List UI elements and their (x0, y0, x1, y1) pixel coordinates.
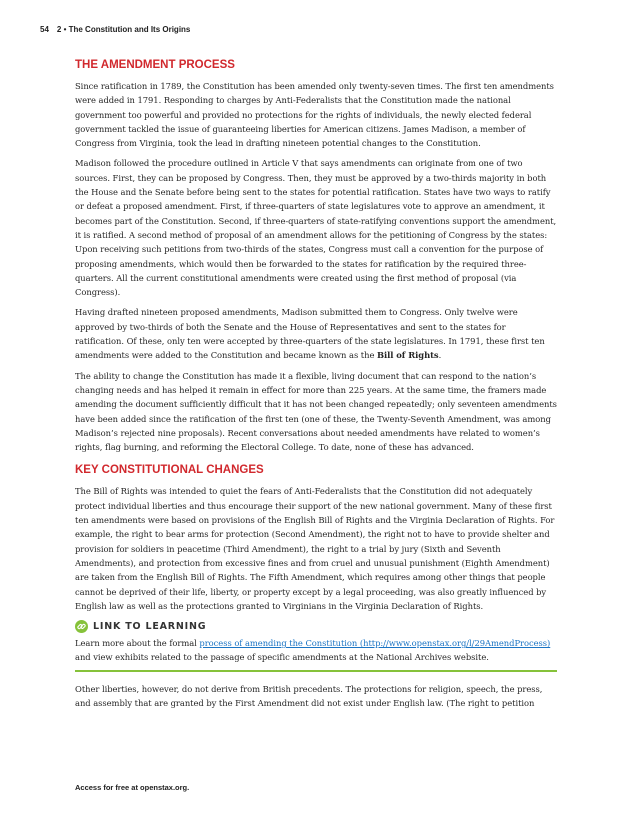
link-to-learning-title: LINK TO LEARNING (93, 620, 207, 632)
paragraph: The Bill of Rights was intended to quiet the fears of Anti-Federalists that the Constitution did not adequately protect individual liberties and thus encourage their support of the new national government. Many of these first ten amendments were based on provisions of the English Bill of Rights and the Virginia Declaration of Rights. For example, the right to bear arms for protection (Second Amendment), the right not to have to provide shelter and provision for soldiers in peacetime (Third Amendment), the right to a trial by jury (Sixth and Seventh Amendments), and protection from excessive fines and from cruel and unusual punishment (Eighth Amendment) are taken from the English Bill of Rights. The Fifth Amendment, which requires among other things that people cannot be deprived of their life, liberty, or property except by a legal proceeding, was also greatly influenced by English law as well as the protections granted to Virginians in the Virginia Declaration of Rights. (75, 486, 555, 611)
main-content (75, 58, 557, 716)
link-to-learning-divider (75, 670, 557, 672)
amend-process-link[interactable]: process of amending the Constitution (http://www.openstax.org/l/29AmendProcess) (199, 638, 551, 649)
running-head (40, 25, 190, 34)
text-run: Learn more about the formal (75, 638, 200, 649)
text-run: . (438, 350, 442, 361)
link-to-learning-text (75, 636, 557, 665)
paragraph: Since ratification in 1789, the Constitution has been amended only twenty-seven times. The first ten amendments were added in 1791. Responding to charges by Anti-Federalists that the Constitution made the national government too powerful and provided no protections for the rights of individuals, the newly elected federal government tackled the issue of guaranteeing liberties for American citizens. James Madison, a member of Congress from Virginia, took the lead in drafting nineteen potential changes to the Constitution. (75, 81, 554, 149)
section-heading-key-changes: KEY CONSTITUTIONAL CHANGES (75, 464, 264, 477)
section-heading-amendment-process: THE AMENDMENT PROCESS (75, 59, 235, 71)
paragraph (75, 305, 557, 362)
page-footer: Access for free at openstax.org. (75, 783, 190, 792)
paragraph: Other liberties, however, do not derive from British precedents. The protections for religion, speech, the press, and assembly that are granted by the First Amendment did not exist under English law. (The right to petition (75, 683, 543, 708)
paragraph: Madison followed the procedure outlined in Article V that says amendments can originate from one of two sources. First, they can be proposed by Congress. Then, they must be approved by a two-thirds majority in both the House and the Senate before being sent to the states for potential ratification. States have two ways to ratify or defeat a proposed amendment. First, if three-quarters of state legislatures vote to approve an amendment, it becomes part of the Constitution. Second, if three-quarters of state-ratifying conventions support the amendment, it is ratified. A second method of proposal of an amendment allows for the petitioning of Congress by the states: Upon receiving such petitions from two-thirds of the states, Congress must call a convention for the purpose of proposing amendments, which would then be forwarded to the states for ratification by the required three-quarters. All the current constitutional amendments were created using the first method of proposal (via Congress). (75, 158, 557, 298)
text-run: and view exhibits related to the passage of specific amendments at the National Archives website. (75, 652, 489, 663)
bold-term-bill-of-rights: Bill of Rights (376, 350, 439, 361)
link-to-learning-header (75, 619, 557, 633)
paragraph: The ability to change the Constitution has made it a flexible, living document that can respond to the nation’s changing needs and has helped it remain in effect for more than 225 years. At the same time, the framers made amending the document sufficiently difficult that it has not been changed repeatedly; only seventeen amendments have been added since the ratification of the first ten (one of these, the Twenty-Seventh Amendment, was among Madison’s rejected nine proposals). Recent conversations about needed amendments have related to women’s rights, flag burning, and reforming the Electoral College. To date, none of these has advanced. (75, 370, 557, 453)
link-icon (75, 620, 88, 633)
text-run: Having drafted nineteen proposed amendments, Madison submitted them to Congress. Only twelve were approved by two-thirds of both the Senate and the House of Representatives and sent to the states for ratification. Of these, only ten were accepted by three-quarters of the state legislatures. In 1791, these first ten amendments were added to the Constitution and became known as the (75, 307, 545, 361)
chapter-title: 2 • The Constitution and Its Origins (56, 25, 191, 34)
page-number: 54 (40, 25, 49, 34)
